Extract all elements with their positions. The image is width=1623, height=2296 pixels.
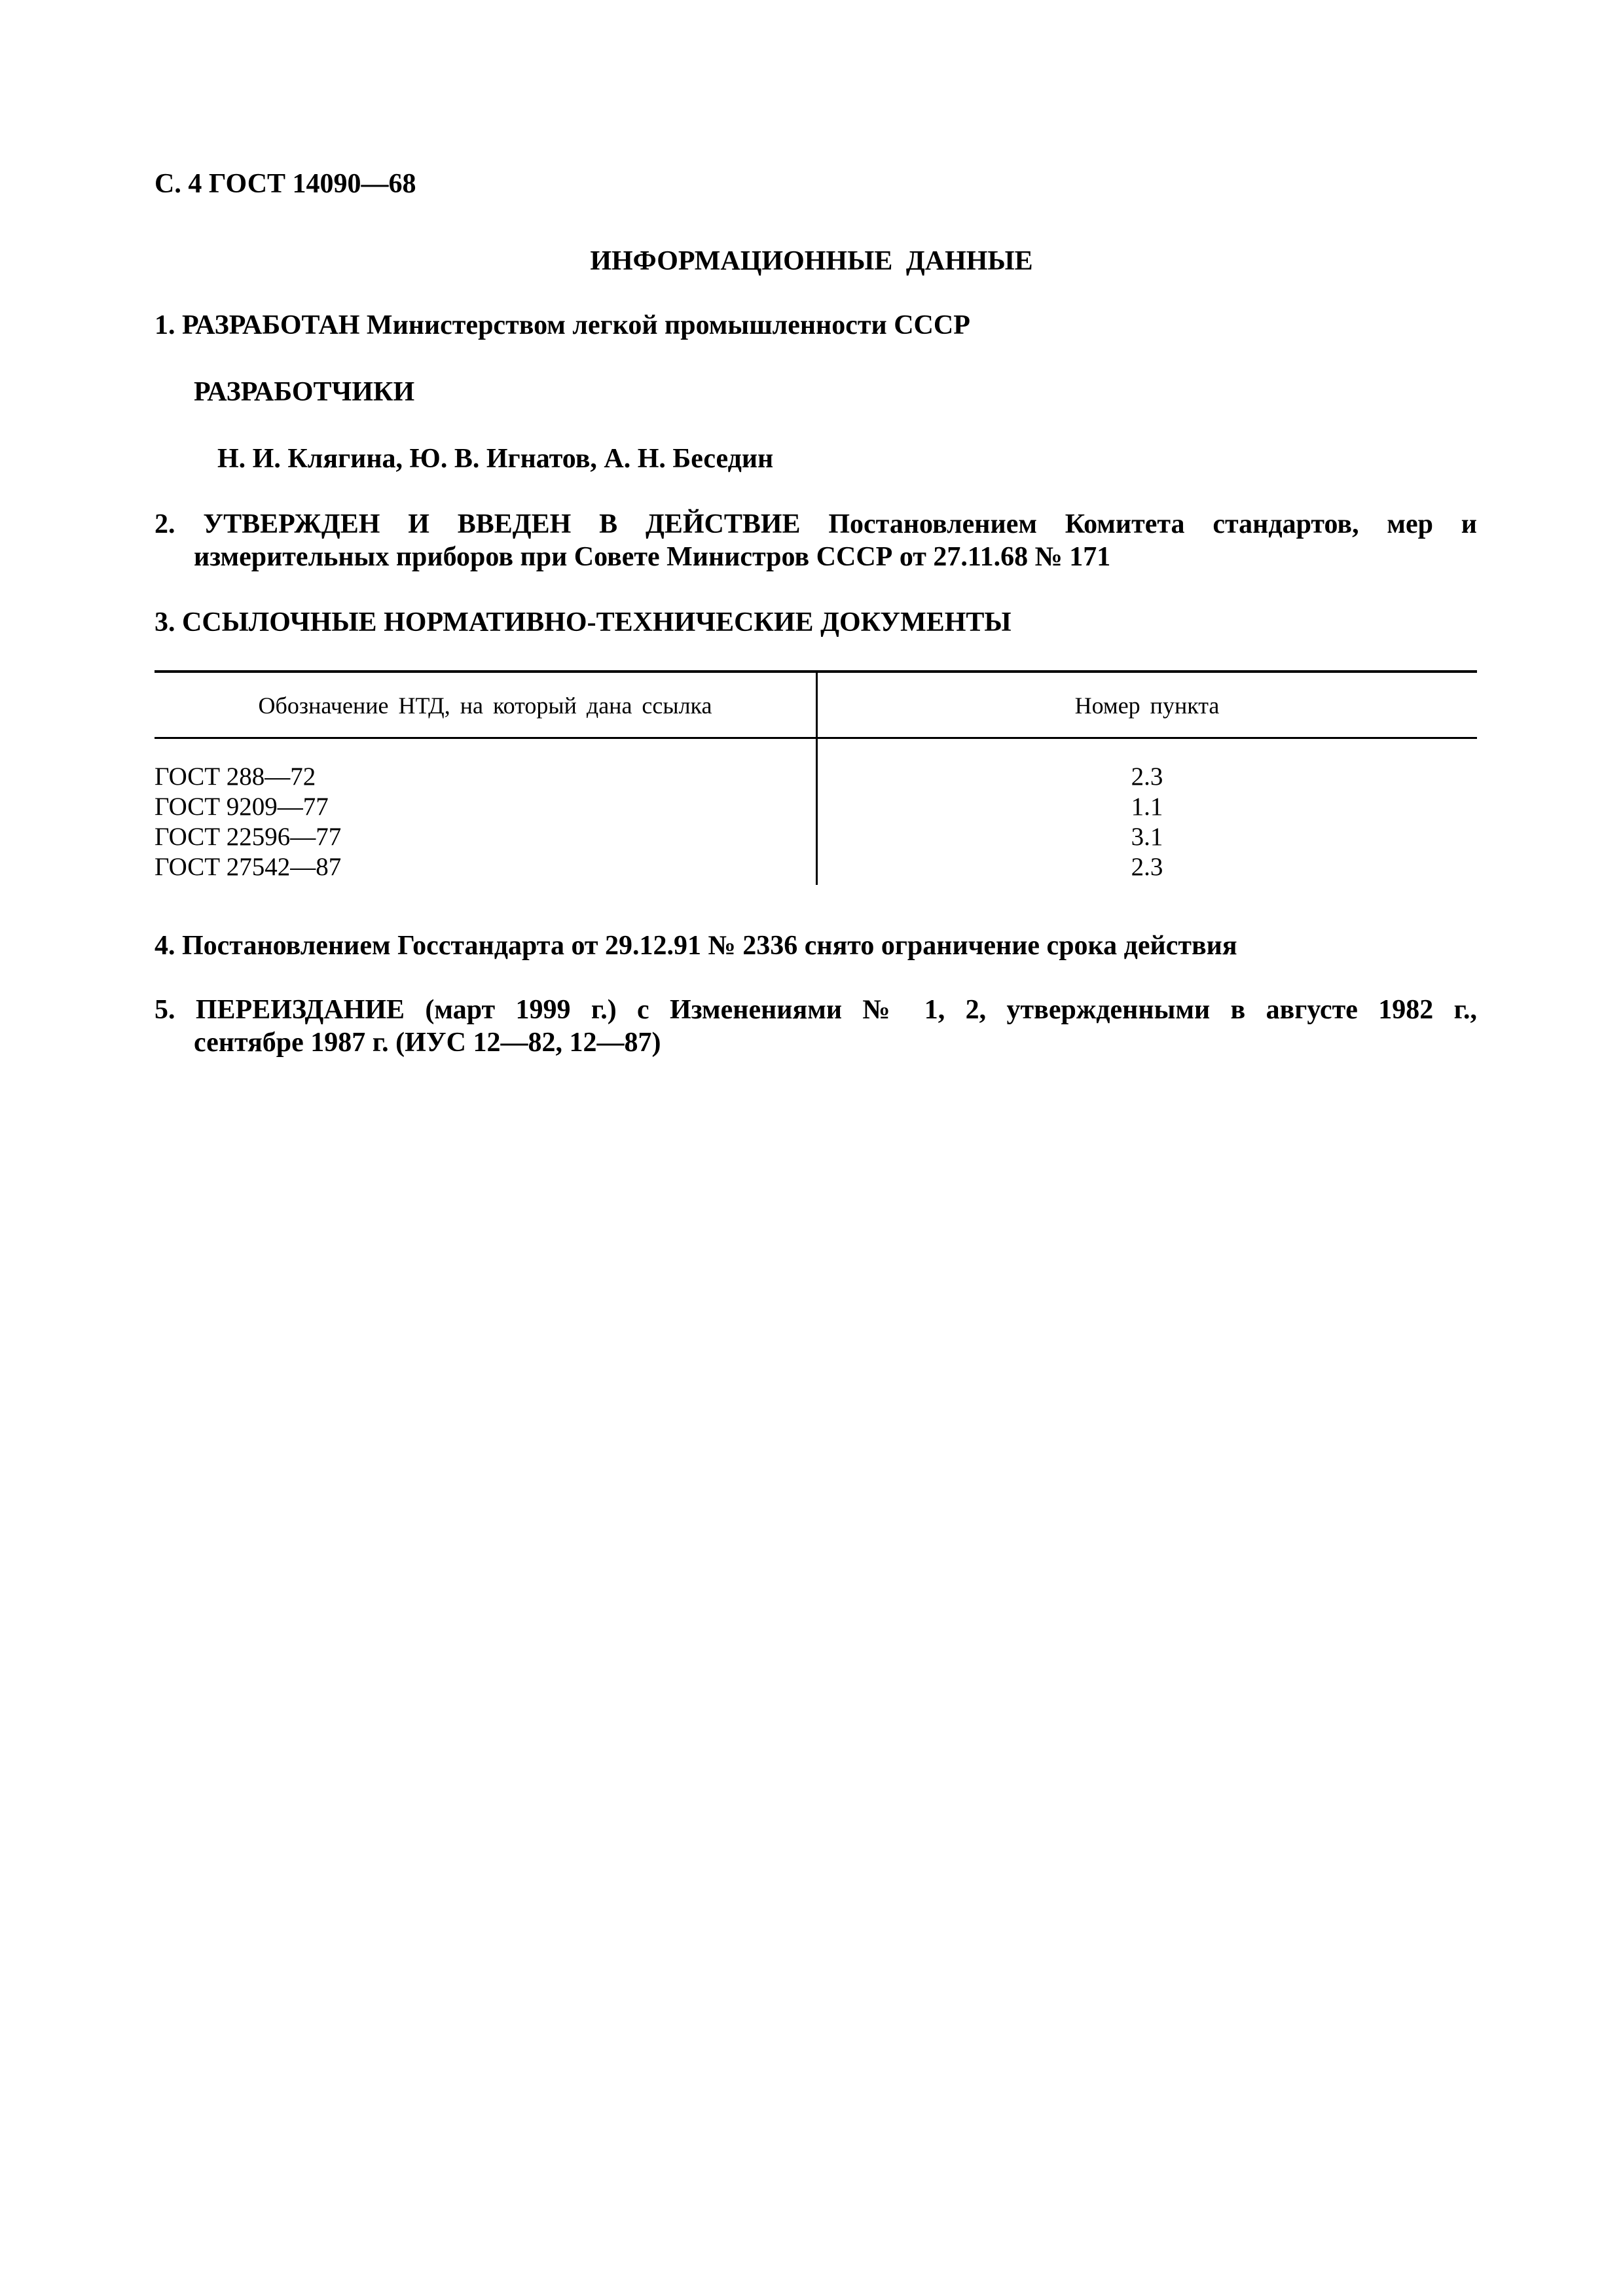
developers-heading: РАЗРАБОТЧИКИ bbox=[194, 377, 415, 407]
table-cell-point: 3.1 bbox=[1131, 823, 1163, 851]
table-body bbox=[155, 762, 1477, 882]
item-5-line-1: 5. ПЕРЕИЗДАНИЕ (март 1999 г.) с Изменениями № 1, 2, утвержденными в августе 1982 г., bbox=[155, 995, 1477, 1025]
item-5-line-2: сентябре 1987 г. (ИУС 12—82, 12—87) bbox=[194, 1028, 661, 1058]
table-cell-document: ГОСТ 288—72 bbox=[155, 762, 316, 791]
table-cell-point: 2.3 bbox=[1131, 853, 1163, 881]
table-cell-document: ГОСТ 22596—77 bbox=[155, 823, 342, 851]
item-4-validity-limit-removed: 4. Постановлением Госстандарта от 29.12.91 № 2336 снято ограничение срока действия bbox=[155, 931, 1237, 961]
item-1-developed-by: 1. РАЗРАБОТАН Министерством легкой промышленности СССР bbox=[155, 310, 970, 340]
table-cell-document: ГОСТ 9209—77 bbox=[155, 793, 329, 821]
table-row bbox=[155, 792, 1477, 822]
table-cell-point: 2.3 bbox=[1131, 762, 1163, 791]
table-header-document: Обозначение НТД, на который дана ссылка bbox=[258, 692, 712, 719]
table-cell-point: 1.1 bbox=[1131, 793, 1163, 821]
table-row bbox=[155, 822, 1477, 852]
item-5-reissue bbox=[155, 994, 1477, 1059]
table-header-point: Номер пункта bbox=[1074, 692, 1220, 719]
page-title: ИНФОРМАЦИОННЫЕ ДАННЫЕ bbox=[590, 246, 1033, 276]
item-2-line-2: измерительных приборов при Совете Министров СССР от 27.11.68 № 171 bbox=[194, 542, 1111, 572]
page-header: С. 4 ГОСТ 14090—68 bbox=[155, 169, 416, 199]
table-cell-document: ГОСТ 27542—87 bbox=[155, 853, 342, 881]
table-row bbox=[155, 852, 1477, 882]
item-2-approved bbox=[155, 508, 1477, 573]
table-row bbox=[155, 762, 1477, 792]
item-2-line-1: 2. УТВЕРЖДЕН И ВВЕДЕН В ДЕЙСТВИЕ Постановлением Комитета стандартов, мер и bbox=[155, 509, 1477, 539]
item-3-reference-documents: 3. ССЫЛОЧНЫЕ НОРМАТИВНО-ТЕХНИЧЕСКИЕ ДОКУМЕНТЫ bbox=[155, 607, 1012, 637]
developers-names: Н. И. Клягина, Ю. В. Игнатов, А. Н. Беседин bbox=[217, 444, 774, 474]
